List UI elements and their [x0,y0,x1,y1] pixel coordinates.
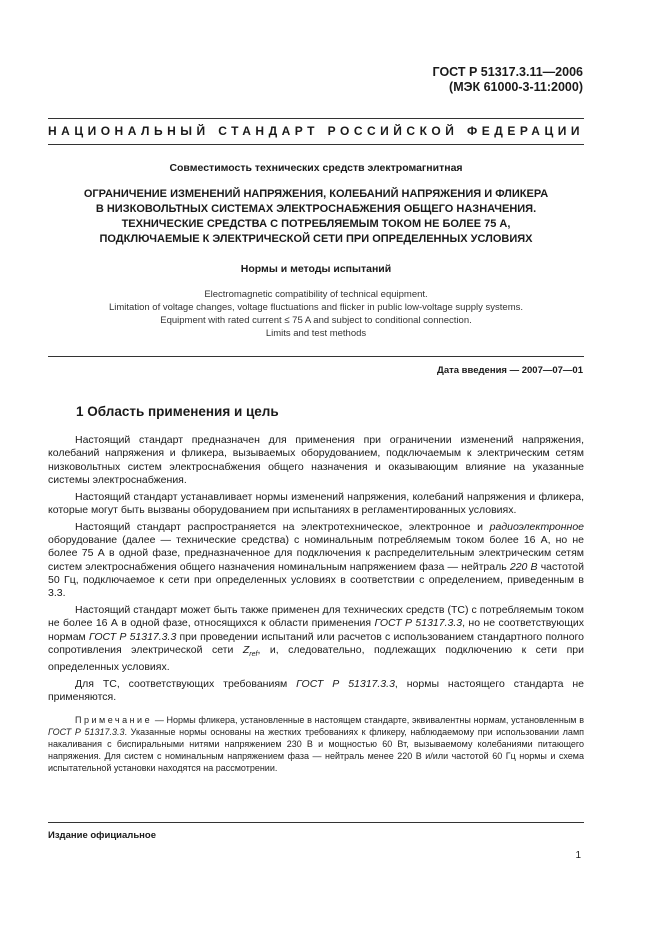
norms-subtitle: Нормы и методы испытаний [240,263,392,275]
standard-reference: ГОСТ Р 51317.3.3 [88,630,177,643]
date-rule [48,356,584,357]
english-title-line: Limits and test methods [265,328,367,339]
main-title-line: ОГРАНИЧЕНИЕ ИЗМЕНЕНИЙ НАПРЯЖЕНИЯ, КОЛЕБАНИЙ НАПРЯЖЕНИЯ И ФЛИКЕРА [83,188,549,200]
band-word: СТАНДАРТ [218,124,319,138]
iec-number: (МЭК 61000-3-11:2000) [449,80,583,94]
document-number-block [323,65,583,95]
standard-reference: ГОСТ Р 51317.3.3 [296,678,395,691]
english-title-line: Equipment with rated current ≤ 75 A and subject to conditional connection. [160,315,472,326]
paragraph: Настоящий стандарт устанавливает нормы изменений напряжения, колебаний напряжения и фликера, которые могут быть вызваны оборудованием при испытаниях в регламентированных условиях. [48,490,584,516]
footer-rule [48,822,584,823]
paragraph: Настоящий стандарт предназначен для применения при ограничении изменений напряжения, колебаний напряжения и фликера, вызываемых оборудованием, подключаемым к электрическим сетям низковольтных систем электроснабжения общего назначения и оказывающим влияние на указанные системы электроснабжения. [48,434,584,486]
main-title [48,187,584,247]
compatibility-title: Совместимость технических средств электромагнитная [169,162,463,174]
national-standard-band [48,124,584,138]
section-body [48,434,584,708]
main-title-line: ПОДКЛЮЧАЕМЫЕ К ЭЛЕКТРИЧЕСКОЙ СЕТИ ПРИ ОПРЕДЕЛЕННЫХ УСЛОВИЯХ [99,233,533,245]
section-heading: 1 Область применения и цель [76,404,279,419]
page-number: 1 [575,850,581,861]
english-title [48,288,584,340]
paragraph: Настоящий стандарт может быть также применен для технических средств (ТС) с потребляемым током не более 16 А в одной фазе, относящихся к области применения ГОСТ Р 51317.3.3, но не соответствующих нормам ГОСТ Р 51317.3.3 при проведении испытаний или расчетов с использованием стандартного полного сопротивления электрической сети $Z_{ref}$, и, следовательно, подлежащих подключению к сети при определенных условиях. [48,604,584,674]
official-edition-label: Издание официальное [48,830,156,841]
standard-reference: ГОСТ Р 51317.3.3 [374,617,463,630]
paragraph: Для ТС, соответствующих требованиям ГОСТ Р 51317.3.3, нормы настоящего стандарта не применяются. [48,678,584,704]
introduction-date: Дата введения — 2007—07—01 [437,365,583,376]
english-title-line: Electromagnetic compatibility of technical equipment. [204,289,428,300]
standard-reference: ГОСТ Р 51317.3.3 [48,727,125,737]
header-rule-top [48,118,584,119]
band-word: РОССИЙСКОЙ [327,124,459,138]
english-title-line: Limitation of voltage changes, voltage fluctuations and flicker in public low-voltage supply systems. [109,302,523,313]
note-label: Примечание [75,715,153,725]
header-rule-bottom [48,144,584,145]
gost-number: ГОСТ Р 51317.3.11—2006 [432,65,583,79]
band-word: НАЦИОНАЛЬНЫЙ [48,124,210,138]
main-title-line: В НИЗКОВОЛЬТНЫХ СИСТЕМАХ ЭЛЕКТРОСНАБЖЕНИЯ ОБЩЕГО НАЗНАЧЕНИЯ. [95,203,537,215]
band-word: ФЕДЕРАЦИИ [467,124,584,138]
paragraph: Настоящий стандарт распространяется на электротехническое, электронное и радиоэлектронное оборудование (далее — технические средства) с номинальным потребляемым током более 16 А, но не более 75 А в одной фазе, предназначенное для подключения к распределительным электрическим сетям систем электроснабжения общего назначения номинальным напряжением фаза — нейтраль 220 В частотой 50 Гц, подключаемое к сети при определенных условиях в соответствии с определением, приведенным в 3.3. [48,520,584,600]
main-title-line: ТЕХНИЧЕСКИЕ СРЕДСТВА С ПОТРЕБЛЯЕМЫМ ТОКОМ НЕ БОЛЕЕ 75 А, [121,218,511,230]
note-block: Примечание — Нормы фликера, установленные в настоящем стандарте, эквивалентны нормам, установленным в ГОСТ Р 51317.3.3. Указанные нормы основаны на жестких требованиях к фликеру, наблюдаемому при использовании ламп накаливания с биспиральными нитями напряжением 230 В и мощностью 60 Вт, вызываемому колебаниями питающего напряжения. Для систем с номинальным напряжением фаза — нейтраль менее 220 В и/или частотой 60 Гц нормы и схема испытательной установки находятся на рассмотрении. [48,715,584,773]
